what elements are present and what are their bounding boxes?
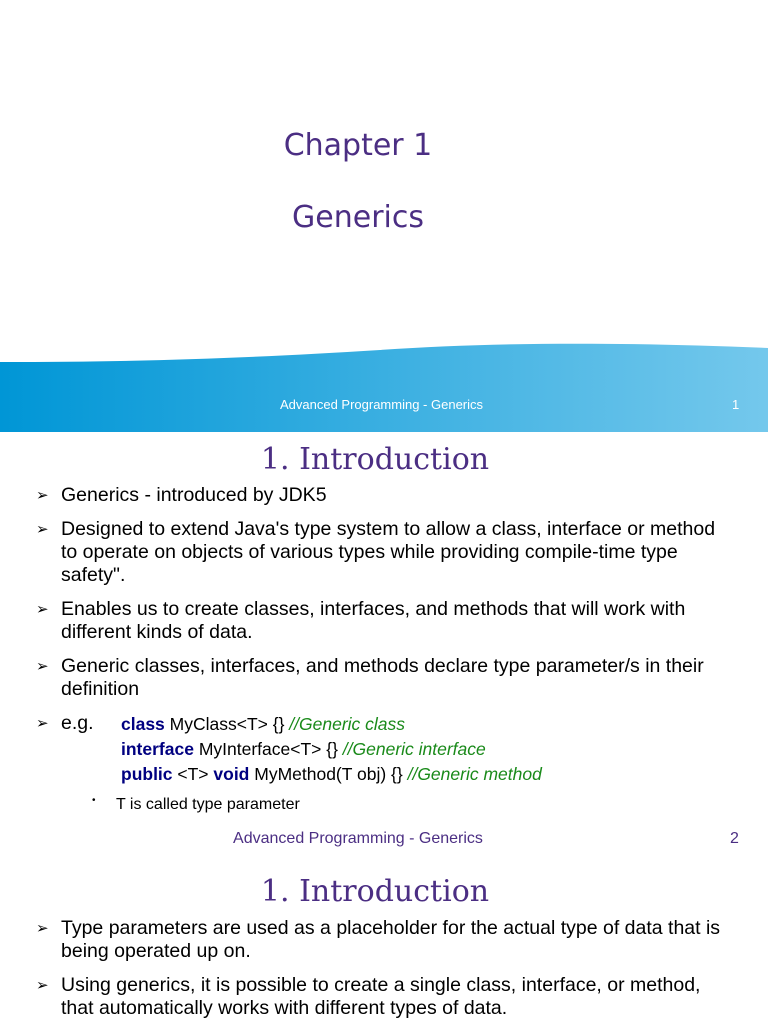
arrow-bullet-icon: ➢ [36,521,49,538]
footer-wave-band [0,340,768,432]
arrow-bullet-icon: ➢ [36,658,49,675]
arrow-bullet-icon: ➢ [36,487,49,504]
list-item: ➢ Designed to extend Java's type system to allow a class, interface or method to operate on objects of various types while providing compile-time type safety". [36,518,716,586]
code-line: class MyClass<T> {} //Generic class [121,714,406,734]
slide-footer: Advanced Programming - Generics [279,397,484,412]
bullet-list [36,917,736,1024]
introduction-slide [0,432,768,864]
section-heading: 1. Introduction [260,442,490,477]
slide-footer: Advanced Programming - Generics [233,830,483,847]
page-number: 2 [730,830,739,847]
code-example [121,712,542,787]
section-heading: 1. Introduction [260,874,490,909]
code-line: interface MyInterface<T> {} //Generic interface [121,739,486,759]
arrow-bullet-icon: ➢ [36,715,49,732]
dot-bullet-icon: • [92,795,96,806]
list-item: ➢ Enables us to create classes, interfaces, and methods that will work with different kinds of data. [36,598,686,643]
sub-bullet: • T is called type parameter [92,795,300,813]
bullet-list [36,484,736,787]
chapter-label: Chapter 1 [283,128,433,163]
page-number: 1 [732,397,740,412]
arrow-bullet-icon: ➢ [36,601,49,618]
list-item: ➢ Generics - introduced by JDK5 [36,484,327,506]
list-item: ➢ Generic classes, interfaces, and methods declare type parameter/s in their definition [36,655,704,700]
introduction-slide-continued [0,864,768,1024]
list-item: ➢ Type parameters are used as a placeholder for the actual type of data that is being operated up on. [36,917,721,962]
list-item: ➢ Using generics, it is possible to create a single class, interface, or method, that automatically works with different types of data. [36,974,701,1019]
code-line: public <T> void MyMethod(T obj) {} //Generic method [121,764,542,784]
list-item-example: ➢ e.g. class MyClass<T> {} //Generic class interface MyInterface<T> {} //Generic interface public <T> void MyMethod(T obj) {} //Generic method [36,712,736,787]
slide-title: Generics [292,200,424,235]
title-slide [0,0,768,432]
arrow-bullet-icon: ➢ [36,920,49,937]
arrow-bullet-icon: ➢ [36,977,49,994]
